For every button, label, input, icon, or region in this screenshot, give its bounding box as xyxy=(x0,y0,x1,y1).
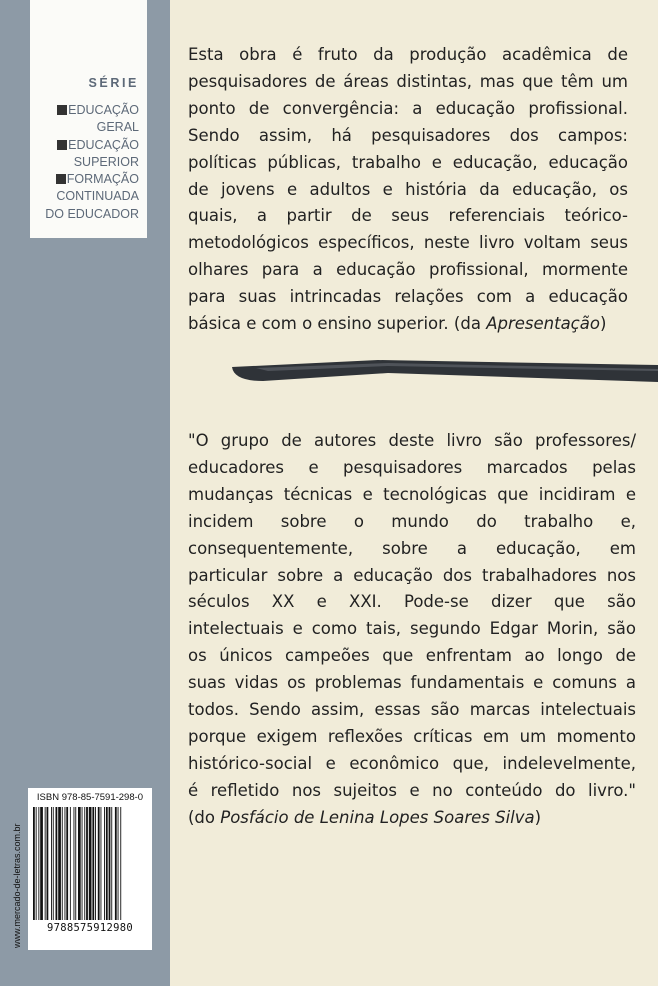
series-item xyxy=(30,171,139,188)
series-item xyxy=(30,119,139,136)
text-line: olhares para a educação profissional, mormente xyxy=(188,260,628,280)
presentation-source-prefix: (da xyxy=(453,314,487,334)
text-line: Sendo assim, há pesquisadores dos campos: xyxy=(188,125,628,145)
text-line: intelectuais e como tais, segundo Edgar Morin, são xyxy=(188,619,636,639)
text-line: Esta obra é fruto da produção acadêmica de xyxy=(188,45,628,64)
series-item xyxy=(30,154,139,171)
barcode-bar xyxy=(95,807,96,920)
text-line: séculos XX e XXI. Pode-se dizer que são xyxy=(188,592,636,612)
barcode-bar xyxy=(111,807,112,920)
series-item xyxy=(30,188,139,205)
barcode-bar xyxy=(106,807,108,920)
text-line: porque exigem reflexões críticas em um momento xyxy=(188,726,636,746)
barcode-bar xyxy=(101,807,102,920)
barcode-bar xyxy=(47,807,49,920)
presentation-source-suffix: ) xyxy=(599,314,607,334)
series-item-label: SUPERIOR xyxy=(73,154,139,169)
square-bullet-icon xyxy=(57,105,67,115)
barcode-bar xyxy=(82,807,83,920)
square-bullet-icon xyxy=(56,174,66,184)
text-line: para suas intrincadas relações com a educação xyxy=(188,287,628,307)
barcode-bar xyxy=(92,807,94,920)
series-item xyxy=(30,102,139,119)
barcode-bar xyxy=(78,807,81,920)
text-line: pesquisadores de áreas distintas, mas que têm um xyxy=(188,71,628,91)
text-line: de jovens e adultos e história da educação, os xyxy=(188,179,628,199)
barcode-bar xyxy=(120,807,121,920)
text-line: quais, a partir de seus referenciais teórico- xyxy=(188,206,628,226)
barcode-bars xyxy=(32,807,148,920)
text-line: políticas públicas, trabalho e educação, educação xyxy=(188,152,628,172)
text-line: ponto de convergência: a educação profissional. xyxy=(188,98,628,118)
barcode-bar xyxy=(84,807,85,920)
text-line: educadores e pesquisadores marcados pelas xyxy=(188,457,636,477)
text-line: incidem sobre o mundo do trabalho e, xyxy=(188,511,636,531)
series-item-label: EDUCAÇÃO xyxy=(68,103,139,117)
barcode-bar xyxy=(115,807,117,920)
text-line: mudanças técnicas e tecnológicas que incidiram e xyxy=(188,484,636,504)
afterword-quote xyxy=(188,428,636,832)
presentation-last-text: básica e com o ensino superior. xyxy=(188,314,449,334)
text-line: metodológicos específicos, neste livro voltam seus xyxy=(188,233,628,253)
barcode-bar xyxy=(36,807,37,920)
barcode-bar xyxy=(58,807,61,920)
text-line: consequentemente, sobre a educação, em xyxy=(188,538,636,558)
square-bullet-icon xyxy=(57,140,67,150)
barcode-bar xyxy=(75,807,76,920)
isbn-label: ISBN 978-85-7591-298-0 xyxy=(36,792,144,803)
barcode-bar xyxy=(33,807,35,920)
text-line: todos. Sendo assim, essas são marcas intelectuais xyxy=(188,700,636,720)
presentation-paragraph xyxy=(188,42,628,338)
presentation-lines xyxy=(188,42,628,311)
barcode-bar xyxy=(66,807,68,920)
text-line: é refletido nos sujeitos e no conteúdo do livro." xyxy=(188,780,636,800)
series-title: SÉRIE xyxy=(88,76,139,90)
series-item-label: DO EDUCADOR xyxy=(45,206,139,221)
barcode-bar xyxy=(45,807,46,920)
barcode-bar xyxy=(56,807,58,920)
barcode-bar xyxy=(51,807,52,920)
text-line: suas vidas os problemas fundamentais e comuns a xyxy=(188,673,636,693)
barcode-bar xyxy=(118,807,119,920)
barcode-bar xyxy=(40,807,43,920)
barcode-bar xyxy=(104,807,105,920)
barcode-bar xyxy=(70,807,71,920)
series-item-label: FORMAÇÃO xyxy=(66,172,139,187)
text-line: histórico-social e econômico que, indelevelmente, xyxy=(188,753,636,773)
series-item-label: GERAL xyxy=(96,120,139,135)
text-line: "O grupo de autores deste livro são professores/ xyxy=(188,431,636,450)
series-item xyxy=(30,206,139,223)
publisher-url: www.mercado-de-letras.com.br xyxy=(12,823,22,948)
afterword-source-prefix: (do xyxy=(188,807,221,827)
barcode-bar xyxy=(86,807,88,920)
pen-icon xyxy=(228,345,658,405)
isbn-barcode xyxy=(28,788,152,950)
barcode-number: 9788575912980 xyxy=(46,922,134,934)
barcode-bar xyxy=(38,807,39,920)
barcode-bar xyxy=(109,807,111,920)
presentation-source-title: Apresentação xyxy=(486,314,600,334)
series-item-label: EDUCAÇÃO xyxy=(68,137,139,152)
presentation-last-line xyxy=(188,311,628,338)
barcode-bar xyxy=(74,807,75,920)
afterword-source-suffix: ) xyxy=(534,807,542,827)
afterword-source xyxy=(188,805,636,832)
text-line: particular sobre a educação dos trabalhadores nos xyxy=(188,565,636,585)
series-list xyxy=(30,102,139,223)
barcode-bar xyxy=(89,807,92,920)
barcode-bar xyxy=(65,807,66,920)
series-item-label: CONTINUADA xyxy=(56,189,139,204)
barcode-bar xyxy=(53,807,54,920)
afterword-source-title: Posfácio de Lenina Lopes Soares Silva xyxy=(220,807,535,827)
afterword-lines xyxy=(188,428,636,805)
barcode-bar xyxy=(62,807,63,920)
presentation-source xyxy=(454,314,606,333)
barcode-bar xyxy=(98,807,100,920)
series-item xyxy=(30,137,139,154)
text-line: os únicos campeões que enfrentam ao longo de xyxy=(188,646,636,666)
